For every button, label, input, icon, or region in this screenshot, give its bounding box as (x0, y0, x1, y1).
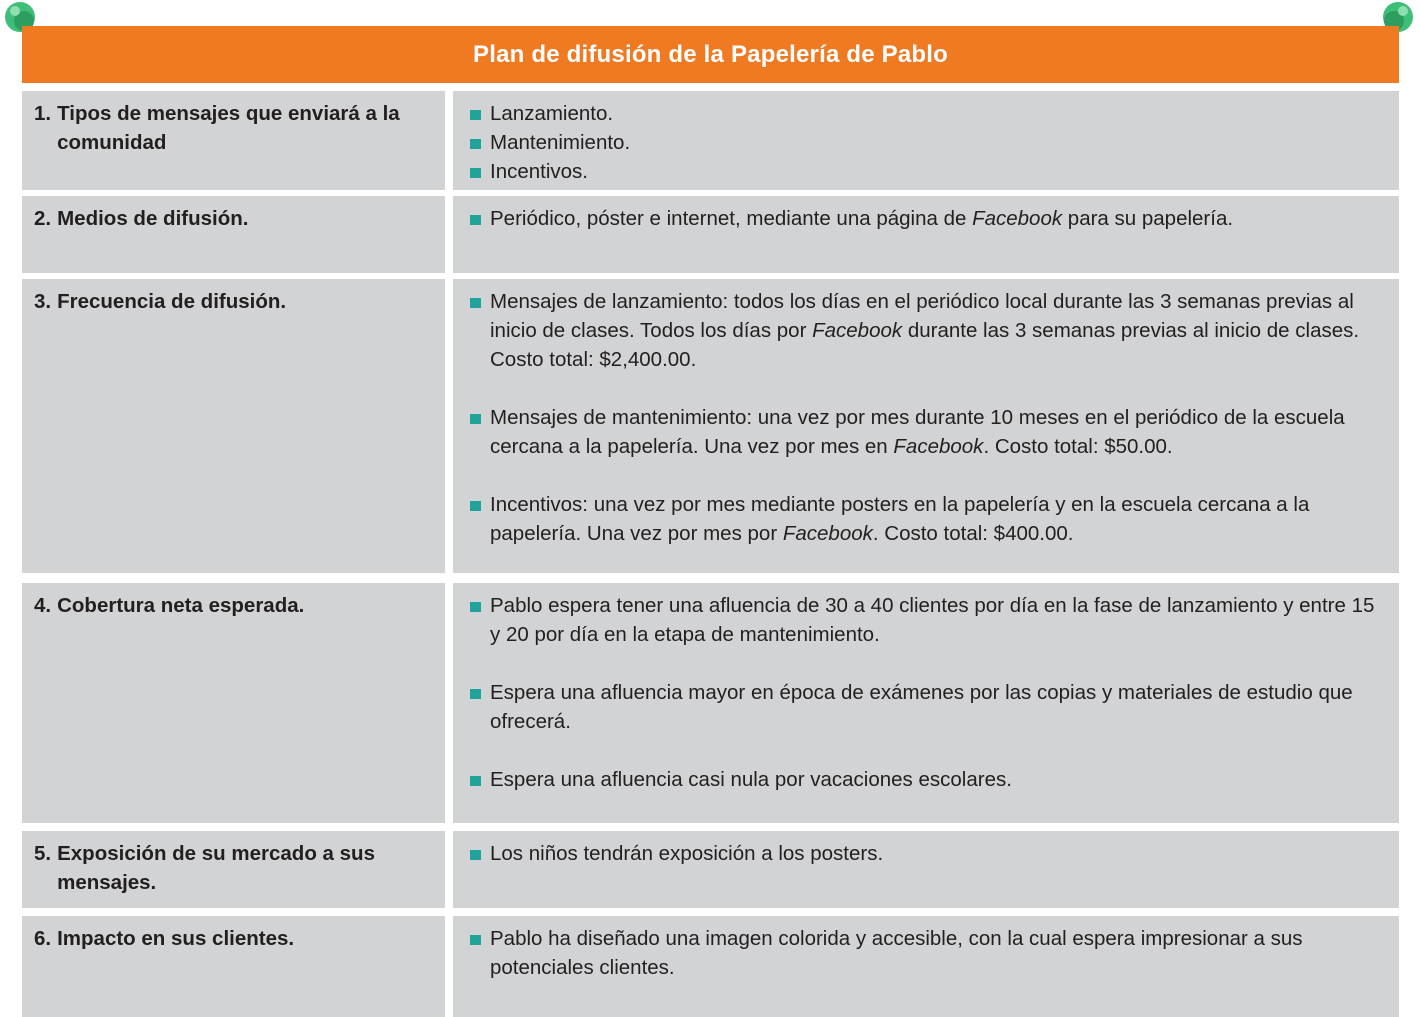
item-text: Espera una afluencia casi nula por vacaciones escolares. (490, 768, 1012, 791)
table-title: Plan de difusión de la Papelería de Pablo (22, 26, 1399, 83)
list-item (469, 128, 1375, 157)
label-cell (22, 583, 445, 823)
row-label-text: Frecuencia de difusión. (57, 290, 287, 313)
list-item (469, 99, 1375, 128)
item-text: Pablo espera tener una afluencia de 30 a 40 clientes por día en la fase de lanzamiento y entre 15 y 20 por día en la etapa de mantenimiento. (490, 594, 1375, 646)
row-label-text: Cobertura neta esperada. (57, 594, 305, 617)
item-text: Espera una afluencia mayor en época de exámenes por las copias y materiales de estudio que ofrecerá. (490, 681, 1353, 733)
row-label-text: Medios de difusión. (57, 207, 249, 230)
row-number: 2. (34, 207, 52, 230)
square-bullet-icon (470, 298, 481, 308)
row-number: 5. (34, 842, 52, 865)
item-text: Incentivos. (490, 160, 588, 183)
row-label-text: Tipos de mensajes que enviará a la comunidad (57, 102, 400, 154)
bullet-list (469, 204, 1375, 233)
bullet-list (469, 591, 1375, 794)
item-text: Lanzamiento. (490, 102, 614, 125)
item-text: . Costo total: $50.00. (983, 435, 1173, 458)
table-row (22, 91, 1399, 190)
list-item (469, 287, 1375, 374)
italic-text: Facebook (812, 319, 903, 342)
content-cell (453, 583, 1399, 823)
square-bullet-icon (470, 850, 481, 860)
list-item (469, 678, 1375, 736)
square-bullet-icon (470, 168, 481, 178)
item-text: . Costo total: $400.00. (872, 522, 1074, 545)
square-bullet-icon (470, 414, 481, 424)
item-text: para su papelería. (1062, 207, 1234, 230)
bullet-list (469, 287, 1375, 548)
list-item (469, 490, 1375, 548)
label-cell (22, 196, 445, 273)
item-text: Incentivos: una vez por mes mediante posters en la papelería y en la escuela cercana a la papelería. Una vez por mes por (490, 493, 1310, 545)
content-cell (453, 196, 1399, 273)
content-cell (453, 916, 1399, 1017)
content-cell (453, 831, 1399, 908)
table-row (22, 916, 1399, 1017)
table-row (22, 831, 1399, 908)
row-number: 1. (34, 102, 52, 125)
row-label-text: Impacto en sus clientes. (57, 927, 295, 950)
bullet-list (469, 839, 1375, 868)
label-cell (22, 916, 445, 1017)
item-text: Mantenimiento. (490, 131, 631, 154)
square-bullet-icon (470, 776, 481, 786)
row-number: 6. (34, 927, 52, 950)
list-item (469, 591, 1375, 649)
list-item (469, 204, 1375, 233)
row-number: 3. (34, 290, 52, 313)
row-label (34, 204, 433, 233)
square-bullet-icon (470, 501, 481, 511)
square-bullet-icon (470, 110, 481, 120)
square-bullet-icon (470, 602, 481, 612)
content-cell (453, 279, 1399, 573)
label-cell (22, 91, 445, 190)
list-item (469, 839, 1375, 868)
row-label (34, 924, 433, 953)
table-row (22, 196, 1399, 273)
item-text: durante las 3 semanas previas al inicio de clases. Costo total: $2,400.00. (490, 319, 1360, 371)
list-item (469, 157, 1375, 186)
row-number: 4. (34, 594, 52, 617)
item-text: Los niños tendrán exposición a los posters. (490, 842, 884, 865)
item-text: Mensajes de mantenimiento: una vez por mes durante 10 meses en el periódico de la escuela cercana a la papelería. Una vez por mes en (490, 406, 1345, 458)
row-label (34, 99, 433, 157)
square-bullet-icon (470, 935, 481, 945)
italic-text: Facebook (972, 207, 1063, 230)
item-text: Mensajes de lanzamiento: todos los días en el periódico local durante las 3 semanas previas al inicio de clases. Todos los días por (490, 290, 1354, 342)
square-bullet-icon (470, 215, 481, 225)
table-row (22, 583, 1399, 823)
label-cell (22, 831, 445, 908)
content-cell (453, 91, 1399, 190)
label-cell (22, 279, 445, 573)
row-label (34, 287, 433, 316)
square-bullet-icon (470, 139, 481, 149)
table-row (22, 279, 1399, 573)
row-label (34, 839, 433, 897)
square-bullet-icon (470, 689, 481, 699)
row-label-text: Exposición de su mercado a sus mensajes. (57, 842, 375, 894)
list-item (469, 403, 1375, 461)
bullet-list (469, 924, 1375, 982)
item-text: Periódico, póster e internet, mediante una página de (490, 207, 973, 230)
item-text: Pablo ha diseñado una imagen colorida y accesible, con la cual espera impresionar a sus potenciales clientes. (490, 927, 1303, 979)
italic-text: Facebook (893, 435, 984, 458)
row-label (34, 591, 433, 620)
bullet-list (469, 99, 1375, 186)
list-item (469, 924, 1375, 982)
list-item (469, 765, 1375, 794)
italic-text: Facebook (782, 522, 873, 545)
